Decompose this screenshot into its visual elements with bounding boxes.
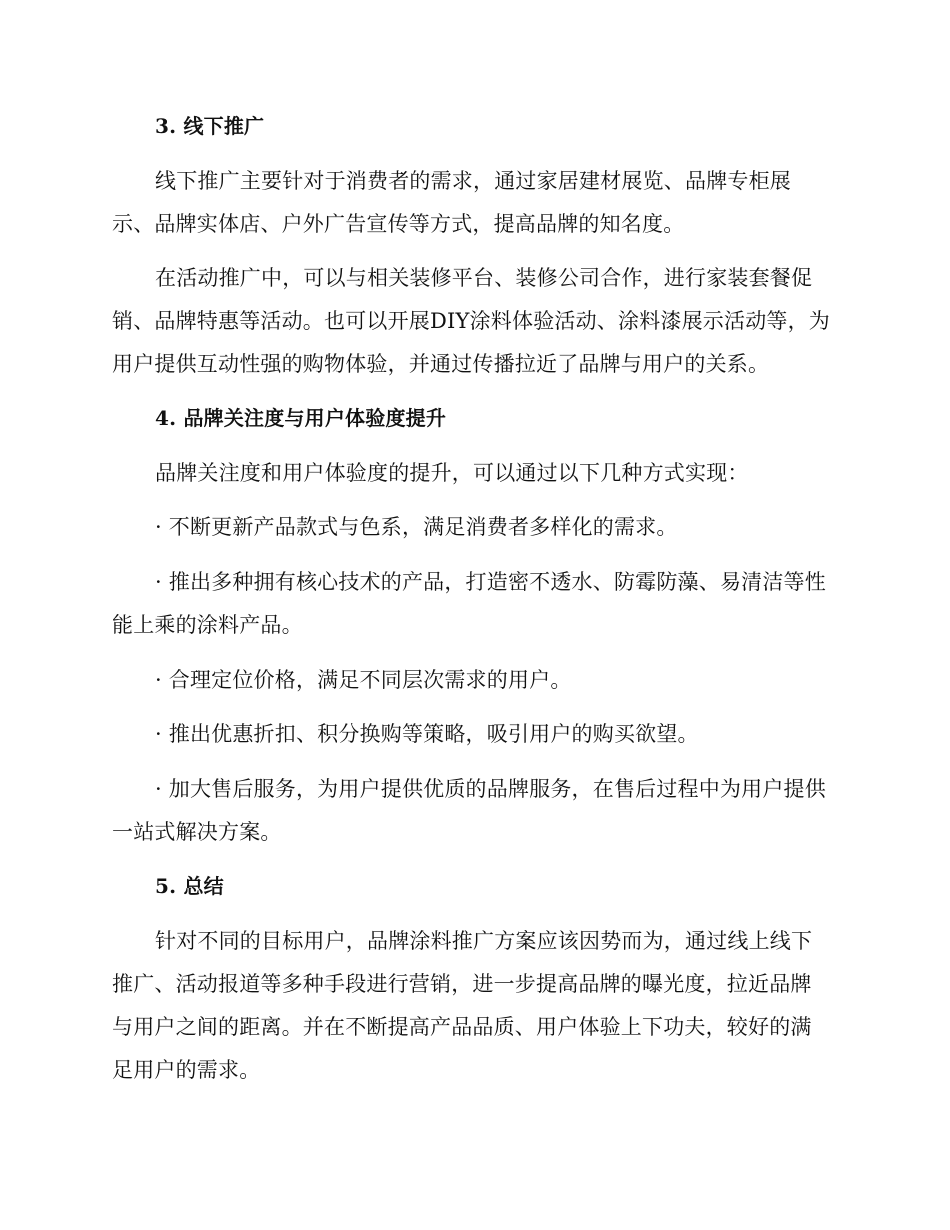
list-item: · 加大售后服务，为用户提供优质的品牌服务，在售后过程中为用户提供一站式解决方案。: [112, 777, 826, 844]
paragraph-offline-promotion: 线下推广主要针对于消费者的需求，通过家居建材展览、品牌专柜展示、品牌实体店、户外广告宣传等方式，提高品牌的知名度。: [112, 169, 791, 236]
list-item: · 推出优惠折扣、积分换购等策略，吸引用户的购买欲望。: [155, 722, 699, 746]
section-heading-summary: 5. 总结: [155, 874, 224, 898]
section-heading-brand-attention: 4. 品牌关注度与用户体验度提升: [155, 406, 447, 430]
list-item: · 不断更新产品款式与色系，满足消费者多样化的需求。: [155, 515, 678, 539]
list-item: · 推出多种拥有核心技术的产品，打造密不透水、防霉防藻、易清洁等性能上乘的涂料产品。: [112, 570, 826, 637]
list-item: · 合理定位价格，满足不同层次需求的用户。: [155, 668, 572, 692]
section-heading-offline-promotion: 3. 线下推广: [155, 114, 265, 138]
paragraph-event-promotion: 在活动推广中，可以与相关装修平台、装修公司合作，进行家装套餐促销、品牌特惠等活动。也可以开展DIY涂料体验活动、涂料漆展示活动等，为用户提供互动性强的购物体验，并通过传播拉近了品牌与用户的关系。: [112, 266, 830, 376]
paragraph-brand-attention-intro: 品牌关注度和用户体验度的提升，可以通过以下几种方式实现：: [155, 461, 749, 485]
paragraph-summary: 针对不同的目标用户，品牌涂料推广方案应该因势而为，通过线上线下推广、活动报道等多种手段进行营销，进一步提高品牌的曝光度，拉近品牌与用户之间的距离。并在不断提高产品品质、用户体验上下功夫，较好的满足用户的需求。: [112, 929, 813, 1082]
